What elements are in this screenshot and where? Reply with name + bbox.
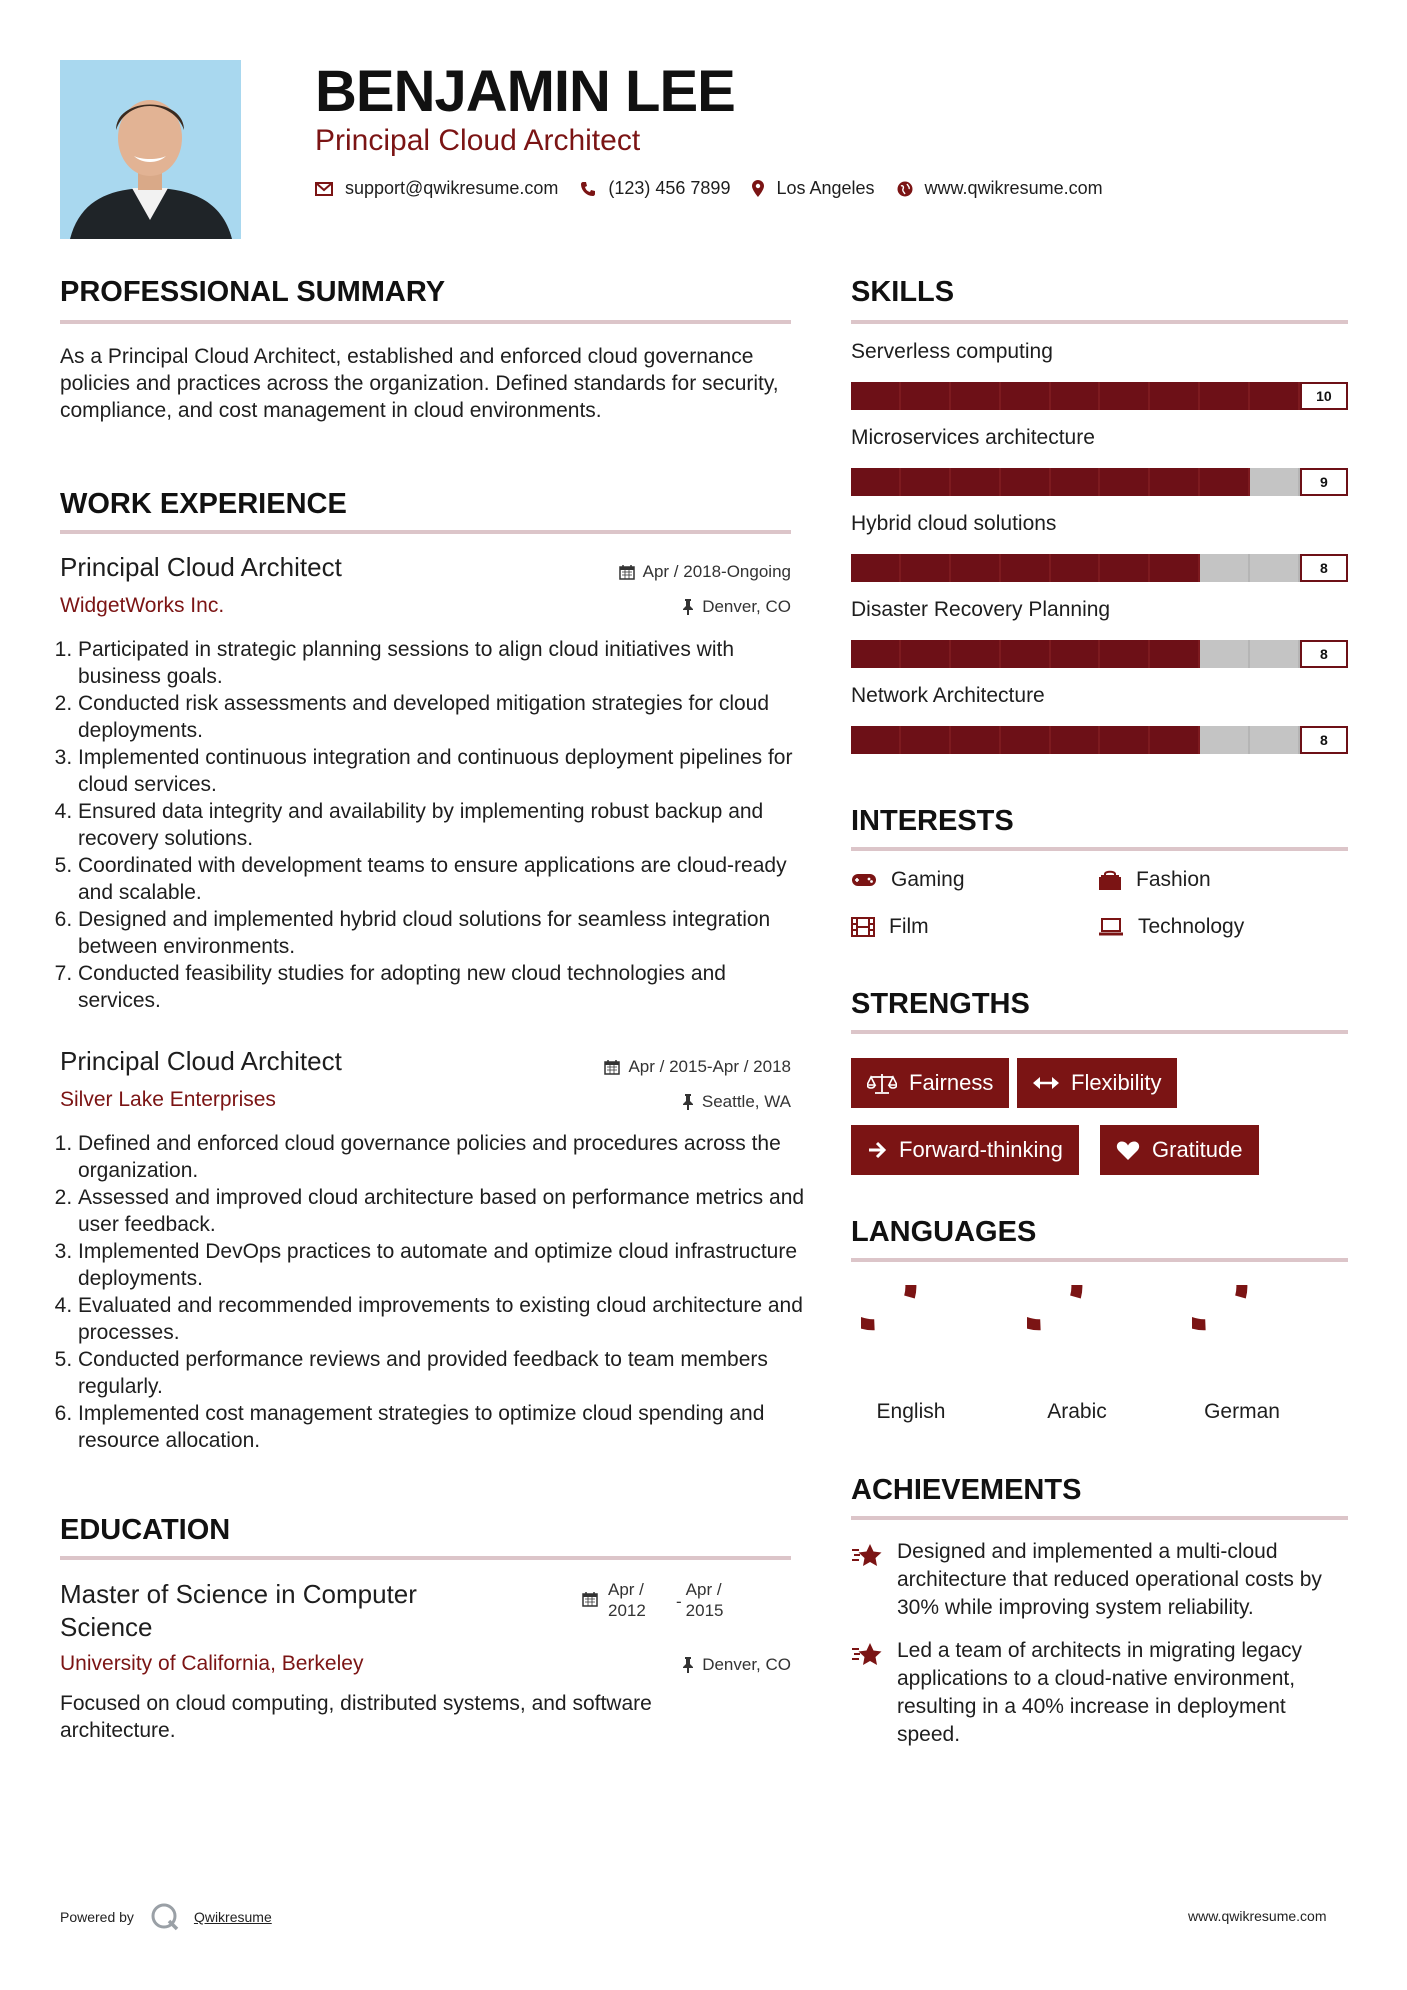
school-name: University of California, Berkeley [60,1652,364,1675]
job-dates-text: Apr / 2015-Apr / 2018 [628,1057,791,1076]
language-label: German [1204,1400,1280,1423]
skill-bar-segment-filled [901,640,951,668]
job-title: Principal Cloud Architect [60,552,342,582]
job-location [520,1092,791,1112]
calendar-icon [582,1591,598,1607]
skill-label: Network Architecture [851,684,1045,707]
skill-level-value: 10 [1300,382,1348,410]
skill-bar-segment-filled [1150,382,1200,410]
skill-bar-segment-filled [1051,554,1101,582]
contact-website[interactable]: www.qwikresume.com [924,178,1103,198]
skill-label: Microservices architecture [851,426,1095,449]
company-name: Silver Lake Enterprises [60,1088,276,1111]
skill-bar-segment-empty [1250,726,1300,754]
language-gauge [1027,1285,1127,1385]
skill-bar [851,468,1348,496]
language-gauge [861,1285,961,1385]
job-bullets [60,636,809,1014]
job-dates [480,1057,791,1077]
contact-location: Los Angeles [776,178,875,198]
skill-bar-segment-filled [1100,554,1150,582]
skill-bar-segment-filled [1250,382,1300,410]
qwikresume-link[interactable]: Qwikresume [193,1909,272,1925]
achievements-divider [851,1516,1348,1520]
skill-bar-segment-empty [1250,554,1300,582]
interest-item [851,915,929,939]
skill-bar-segment-filled [1001,468,1051,496]
skill-bar-segment-filled [1150,726,1200,754]
skill-bar-segment-filled [1100,640,1150,668]
skill-bar-segment-filled [851,382,901,410]
strength-label: Fairness [909,1070,994,1095]
job-dates-text: Apr / 2018-Ongoing [642,562,791,581]
language-gauge-arc [861,1285,911,1325]
skill-level-value: 8 [1300,640,1348,668]
summary-divider [60,320,791,324]
skill-bar-segment-filled [851,640,901,668]
skill-bar-segment-filled [1100,726,1150,754]
work-experience-heading: WORK EXPERIENCE [60,488,347,520]
company-name: WidgetWorks Inc. [60,594,225,617]
star-award-icon [851,1641,883,1667]
language-gauge [1192,1285,1292,1385]
list-item: 3. Implemented continuous integration and continuous deployment pipelines for cloud services. [78,744,809,798]
gamepad-icon [851,872,877,888]
balance-scale-icon [867,1072,897,1094]
skill-bar-segment-filled [1001,554,1051,582]
star-award-icon [851,1542,883,1568]
skill-bar-segment-filled [1001,640,1051,668]
calendar-icon [604,1059,620,1075]
footer-website[interactable]: www.qwikresume.com [1188,1908,1327,1924]
strength-label: Forward-thinking [899,1137,1063,1162]
skill-level-value: 9 [1300,468,1348,496]
achievements-heading: ACHIEVEMENTS [851,1474,1082,1506]
language-gauge-arc [1192,1285,1242,1325]
avatar [60,60,241,239]
skills-divider [851,320,1348,324]
skill-bar-segment-filled [1200,468,1250,496]
interest-item [851,868,965,892]
interest-label: Gaming [891,868,965,891]
skill-bar-segment-empty [1200,554,1250,582]
candidate-title: Principal Cloud Architect [315,124,641,157]
skill-bar-segment-empty [1200,726,1250,754]
map-marker-icon [752,180,764,197]
skill-bar-segment-filled [1200,382,1250,410]
qwikresume-logo-icon [150,1902,180,1932]
powered-by-label: Powered by [60,1909,134,1925]
skill-bar-segment-filled [1051,382,1101,410]
laptop-icon [1098,918,1124,936]
skill-bar-segment-filled [1051,640,1101,668]
skill-bar-segment-filled [851,468,901,496]
skill-bar-segment-filled [951,468,1001,496]
skill-bar-segment-filled [851,726,901,754]
summary-text: As a Principal Cloud Architect, established and enforced cloud governance policies and practices across the organization. Defined standards for security, compliance, and cost management in cloud environments. [60,345,779,422]
arrows-horizontal-icon [1033,1076,1059,1090]
skill-bar-segment-filled [951,554,1001,582]
languages-heading: LANGUAGES [851,1216,1037,1248]
skill-bar-segment-filled [951,382,1001,410]
job-bullets [60,1130,809,1454]
education-dates [582,1579,738,1621]
interest-item [1098,868,1211,892]
skill-bar-segment-filled [1100,468,1150,496]
list-item: 2. Conducted risk assessments and developed mitigation strategies for cloud deployments. [78,690,809,744]
strength-label: Gratitude [1152,1137,1243,1162]
list-item: 4. Evaluated and recommended improvements to existing cloud architecture and processes. [78,1292,809,1346]
film-icon [851,917,875,937]
skill-bar-segment-filled [901,468,951,496]
heart-icon [1116,1140,1140,1161]
skill-level-value: 8 [1300,726,1348,754]
skill-label: Hybrid cloud solutions [851,512,1057,535]
achievement-item [851,1637,1348,1749]
shopping-bag-icon [1098,869,1122,891]
skill-bar-segment-filled [951,726,1001,754]
interest-item [1098,915,1244,939]
job-dates [520,562,791,582]
skill-label: Disaster Recovery Planning [851,598,1111,621]
calendar-icon [619,564,635,580]
job-title: Principal Cloud Architect [60,1046,342,1076]
language-gauge-arc [1027,1285,1077,1325]
skill-bar-segment-filled [901,382,951,410]
skill-level-value: 8 [1300,554,1348,582]
pushpin-icon [682,1657,694,1673]
strength-badge [851,1058,1009,1108]
education-end-date: Apr / 2015 [685,1580,724,1620]
strength-label: Flexibility [1071,1070,1162,1095]
education-date-separator: - [676,1592,682,1611]
skill-bar-segment-filled [1100,382,1150,410]
skill-bar-segment-filled [851,554,901,582]
skills-heading: SKILLS [851,276,955,308]
achievement-text: Designed and implemented a multi-cloud architecture that reduced operational costs by 30% while improving system reliability. [897,1540,1322,1619]
phone-icon [580,181,596,197]
work-experience-divider [60,530,791,534]
job-location-text: Denver, CO [702,597,791,616]
skill-bar-segment-filled [1150,468,1200,496]
list-item: 3. Implemented DevOps practices to automate and optimize cloud infrastructure deployments. [78,1238,809,1292]
strength-badge [1100,1125,1259,1175]
skill-bar-segment-empty [1250,640,1300,668]
skill-bar-segment-filled [1051,726,1101,754]
job-location [520,597,791,617]
degree-title: Master of Science in Computer Science [60,1579,417,1642]
education-location-text: Denver, CO [702,1655,791,1674]
achievement-item [851,1538,1348,1622]
skill-bar-segment-filled [901,726,951,754]
skill-bar [851,726,1348,754]
interest-label: Technology [1138,915,1245,938]
education-divider [60,1556,791,1560]
skill-bar [851,382,1348,410]
education-start-date: Apr / 2012 [608,1580,646,1620]
strength-badge [851,1125,1079,1175]
skill-bar-segment-filled [901,554,951,582]
globe-icon [897,181,913,197]
language-label: Arabic [1047,1400,1107,1423]
skill-bar-segment-empty [1200,640,1250,668]
footer-powered-by [60,1902,272,1932]
skill-label: Serverless computing [851,340,1053,363]
achievement-text: Led a team of architects in migrating legacy applications to a cloud-native environment, resulting in a 40% increase in deployment speed. [897,1639,1303,1746]
list-item: 1. Participated in strategic planning sessions to align cloud initiatives with business goals. [78,636,809,690]
interests-divider [851,847,1348,851]
list-item: 1. Defined and enforced cloud governance policies and procedures across the organization. [78,1130,809,1184]
skill-bar [851,554,1348,582]
contact-email[interactable]: support@qwikresume.com [345,178,559,198]
strengths-divider [851,1030,1348,1034]
pushpin-icon [682,1094,694,1110]
education-location [520,1655,791,1675]
list-item: 7. Conducted feasibility studies for adopting new cloud technologies and services. [78,960,809,1014]
list-item: 2. Assessed and improved cloud architecture based on performance metrics and user feedback. [78,1184,809,1238]
arrow-right-icon [867,1140,887,1160]
candidate-name: BENJAMIN LEE [315,59,735,124]
list-item: 6. Designed and implemented hybrid cloud solutions for seamless integration between environments. [78,906,809,960]
strength-badge [1017,1058,1177,1108]
skill-bar-segment-empty [1250,468,1300,496]
languages-divider [851,1258,1348,1262]
list-item: 5. Conducted performance reviews and provided feedback to team members regularly. [78,1346,809,1400]
interest-label: Fashion [1136,868,1211,891]
language-label: English [876,1400,946,1423]
education-heading: EDUCATION [60,1514,231,1546]
strengths-heading: STRENGTHS [851,988,1030,1020]
skill-bar-segment-filled [1150,554,1200,582]
envelope-icon [315,182,333,196]
contact-bar [315,178,1125,199]
skill-bar-segment-filled [1001,726,1051,754]
skill-bar [851,640,1348,668]
profile-photo [60,60,241,239]
pushpin-icon [682,599,694,615]
interests-heading: INTERESTS [851,805,1014,837]
list-item: 4. Ensured data integrity and availability by implementing robust backup and recovery solutions. [78,798,809,852]
skill-bar-segment-filled [951,640,1001,668]
contact-phone[interactable]: (123) 456 7899 [608,178,731,198]
job-location-text: Seattle, WA [701,1092,791,1111]
skill-bar-segment-filled [1051,468,1101,496]
list-item: 5. Coordinated with development teams to ensure applications are cloud-ready and scalable. [78,852,809,906]
education-description: Focused on cloud computing, distributed systems, and software architecture. [60,1692,652,1742]
interest-label: Film [889,915,929,938]
skill-bar-segment-filled [1001,382,1051,410]
list-item: 6. Implemented cost management strategies to optimize cloud spending and resource allocation. [78,1400,809,1454]
summary-heading: PROFESSIONAL SUMMARY [60,276,446,308]
skill-bar-segment-filled [1150,640,1200,668]
